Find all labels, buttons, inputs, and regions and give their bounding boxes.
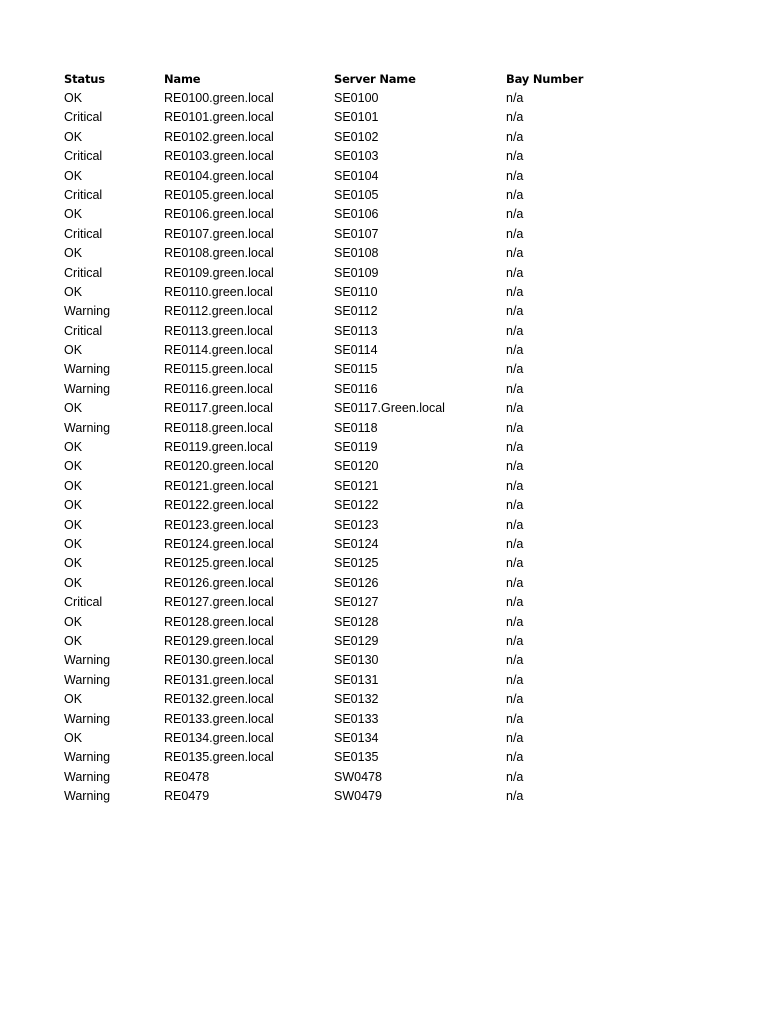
cell-status: Warning (64, 789, 111, 804)
table-row (64, 690, 616, 709)
cell-server-name: SE0114 (334, 343, 378, 358)
cell-status: Warning (64, 672, 111, 687)
table-row (64, 554, 616, 573)
cell-bay-number: n/a (506, 246, 524, 261)
cell-server-name: SE0128 (334, 614, 379, 629)
table-row (64, 787, 616, 806)
cell-server-name: SE0134 (334, 730, 379, 745)
cell-status: OK (64, 440, 83, 455)
cell-status: Critical (64, 149, 103, 164)
cell-name: RE0125.green.local (164, 556, 274, 571)
table-row (64, 225, 616, 244)
cell-name: RE0118.green.local (164, 420, 273, 435)
cell-server-name: SE0106 (334, 207, 379, 222)
cell-server-name: SE0105 (334, 187, 379, 202)
table-row (64, 632, 616, 651)
cell-server-name: SE0122 (334, 498, 379, 513)
cell-status: Warning (64, 769, 111, 784)
cell-name: RE0133.green.local (164, 711, 274, 726)
cell-bay-number: n/a (506, 420, 524, 435)
cell-server-name: SE0120 (334, 459, 379, 474)
table-row (64, 283, 616, 302)
cell-status: OK (64, 498, 83, 513)
cell-status: OK (64, 343, 83, 358)
cell-server-name: SE0131 (334, 672, 379, 687)
cell-server-name: SW0478 (334, 769, 382, 784)
cell-status: OK (64, 517, 83, 532)
table-row (64, 729, 616, 748)
cell-name: RE0132.green.local (164, 692, 274, 707)
cell-bay-number: n/a (506, 187, 524, 202)
cell-server-name: SE0119 (334, 440, 378, 455)
cell-name: RE0120.green.local (164, 459, 274, 474)
table-row (64, 768, 616, 787)
cell-name: RE0135.green.local (164, 750, 274, 765)
cell-name: RE0479 (164, 789, 210, 804)
cell-name: RE0110.green.local (164, 284, 273, 299)
cell-status: OK (64, 730, 83, 745)
cell-server-name: SE0102 (334, 129, 379, 144)
cell-status: Warning (64, 420, 111, 435)
cell-name: RE0106.green.local (164, 207, 274, 222)
table-row (64, 651, 616, 670)
cell-server-name: SE0125 (334, 556, 379, 571)
cell-bay-number: n/a (506, 750, 524, 765)
cell-server-name: SE0110 (334, 284, 378, 299)
table-row (64, 710, 616, 729)
cell-name: RE0127.green.local (164, 595, 274, 610)
table-row (64, 516, 616, 535)
cell-server-name: SE0112 (334, 304, 378, 319)
table-row (64, 496, 616, 515)
cell-bay-number: n/a (506, 343, 524, 358)
header-status: Status (64, 71, 105, 86)
cell-status: Critical (64, 265, 103, 280)
cell-status: OK (64, 91, 83, 105)
header-name: Name (164, 71, 201, 86)
cell-status: OK (64, 401, 83, 416)
cell-bay-number: n/a (506, 381, 524, 396)
cell-name: RE0129.green.local (164, 633, 274, 648)
cell-server-name: SE0133 (334, 711, 379, 726)
cell-bay-number: n/a (506, 168, 524, 183)
cell-name: RE0103.green.local (164, 149, 274, 164)
cell-bay-number: n/a (506, 110, 524, 125)
cell-status: Warning (64, 750, 111, 765)
cell-status: Warning (64, 304, 111, 319)
cell-bay-number: n/a (506, 478, 524, 493)
table-row (64, 89, 616, 108)
cell-name: RE0101.green.local (164, 110, 274, 125)
cell-name: RE0478 (164, 769, 210, 784)
cell-status: OK (64, 459, 83, 474)
cell-status: Warning (64, 653, 111, 668)
cell-status: OK (64, 556, 83, 571)
cell-status: OK (64, 246, 83, 261)
cell-bay-number: n/a (506, 614, 524, 629)
cell-name: RE0114.green.local (164, 343, 273, 358)
table-row (64, 360, 616, 379)
table-row (64, 167, 616, 186)
cell-bay-number: n/a (506, 692, 524, 707)
cell-server-name: SE0103 (334, 149, 379, 164)
cell-server-name: SE0107 (334, 226, 379, 241)
table-row (64, 147, 616, 166)
cell-name: RE0116.green.local (164, 381, 273, 396)
cell-server-name: SE0126 (334, 575, 379, 590)
table-row (64, 671, 616, 690)
table-row (64, 593, 616, 612)
table-row (64, 244, 616, 263)
table-row (64, 341, 616, 360)
cell-name: RE0126.green.local (164, 575, 274, 590)
cell-server-name: SE0100 (334, 91, 379, 105)
table-row (64, 128, 616, 147)
cell-bay-number: n/a (506, 440, 524, 455)
cell-name: RE0128.green.local (164, 614, 274, 629)
cell-server-name: SE0115 (334, 362, 378, 377)
cell-bay-number: n/a (506, 769, 524, 784)
cell-server-name: SE0117.Green.local (334, 401, 445, 416)
cell-name: RE0113.green.local (164, 323, 273, 338)
cell-name: RE0134.green.local (164, 730, 274, 745)
cell-server-name: SE0118 (334, 420, 378, 435)
cell-status: OK (64, 614, 83, 629)
table-row (64, 205, 616, 224)
cell-name: RE0131.green.local (164, 672, 274, 687)
cell-status: OK (64, 575, 83, 590)
table-row (64, 108, 616, 127)
cell-bay-number: n/a (506, 401, 524, 416)
cell-status: OK (64, 129, 83, 144)
server-status-table (64, 70, 616, 806)
cell-name: RE0112.green.local (164, 304, 273, 319)
cell-bay-number: n/a (506, 362, 524, 377)
cell-status: OK (64, 207, 83, 222)
cell-server-name: SE0130 (334, 653, 379, 668)
cell-bay-number: n/a (506, 459, 524, 474)
table-row (64, 477, 616, 496)
table-row (64, 322, 616, 341)
cell-name: RE0104.green.local (164, 168, 274, 183)
cell-status: Warning (64, 711, 111, 726)
cell-server-name: SE0135 (334, 750, 379, 765)
cell-bay-number: n/a (506, 129, 524, 144)
cell-server-name: SE0109 (334, 265, 379, 280)
cell-server-name: SE0132 (334, 692, 379, 707)
cell-bay-number: n/a (506, 730, 524, 745)
cell-status: Warning (64, 362, 111, 377)
cell-bay-number: n/a (506, 633, 524, 648)
cell-server-name: SE0116 (334, 381, 378, 396)
cell-bay-number: n/a (506, 672, 524, 687)
table-header-row (64, 70, 616, 89)
cell-name: RE0122.green.local (164, 498, 274, 513)
cell-name: RE0130.green.local (164, 653, 274, 668)
table-row (64, 302, 616, 321)
cell-status: OK (64, 284, 83, 299)
table-row (64, 399, 616, 418)
cell-name: RE0123.green.local (164, 517, 274, 532)
cell-name: RE0100.green.local (164, 91, 274, 105)
cell-server-name: SE0104 (334, 168, 379, 183)
cell-server-name: SE0108 (334, 246, 379, 261)
cell-bay-number: n/a (506, 91, 524, 105)
cell-bay-number: n/a (506, 498, 524, 513)
cell-status: Critical (64, 226, 103, 241)
table-row (64, 438, 616, 457)
table-row (64, 613, 616, 632)
cell-server-name: SE0129 (334, 633, 379, 648)
cell-name: RE0105.green.local (164, 187, 274, 202)
cell-bay-number: n/a (506, 284, 524, 299)
table-row (64, 457, 616, 476)
cell-bay-number: n/a (506, 653, 524, 668)
cell-server-name: SE0101 (334, 110, 379, 125)
cell-status: Critical (64, 187, 103, 202)
cell-bay-number: n/a (506, 265, 524, 280)
cell-server-name: SE0121 (334, 478, 379, 493)
cell-name: RE0124.green.local (164, 536, 274, 551)
cell-status: OK (64, 536, 83, 551)
cell-server-name: SE0124 (334, 536, 379, 551)
cell-server-name: SW0479 (334, 789, 382, 804)
cell-server-name: SE0123 (334, 517, 379, 532)
table-row (64, 419, 616, 438)
cell-bay-number: n/a (506, 595, 524, 610)
cell-bay-number: n/a (506, 711, 524, 726)
cell-bay-number: n/a (506, 789, 524, 804)
cell-bay-number: n/a (506, 149, 524, 164)
cell-status: OK (64, 168, 83, 183)
cell-bay-number: n/a (506, 226, 524, 241)
cell-name: RE0117.green.local (164, 401, 273, 416)
cell-status: OK (64, 692, 83, 707)
table-row (64, 574, 616, 593)
cell-status: OK (64, 478, 83, 493)
cell-name: RE0108.green.local (164, 246, 274, 261)
cell-name: RE0121.green.local (164, 478, 274, 493)
cell-name: RE0119.green.local (164, 440, 273, 455)
table-row (64, 186, 616, 205)
cell-bay-number: n/a (506, 304, 524, 319)
cell-name: RE0107.green.local (164, 226, 274, 241)
cell-bay-number: n/a (506, 536, 524, 551)
table-row (64, 380, 616, 399)
cell-bay-number: n/a (506, 556, 524, 571)
table-row (64, 535, 616, 554)
cell-bay-number: n/a (506, 207, 524, 222)
cell-bay-number: n/a (506, 323, 524, 338)
cell-name: RE0102.green.local (164, 129, 274, 144)
cell-name: RE0109.green.local (164, 265, 274, 280)
cell-server-name: SE0127 (334, 595, 379, 610)
cell-name: RE0115.green.local (164, 362, 273, 377)
cell-status: OK (64, 633, 83, 648)
table-row (64, 264, 616, 283)
cell-bay-number: n/a (506, 575, 524, 590)
cell-status: Critical (64, 110, 103, 125)
cell-status: Critical (64, 323, 103, 338)
cell-status: Critical (64, 595, 103, 610)
table-row (64, 748, 616, 767)
cell-bay-number: n/a (506, 517, 524, 532)
header-bay-number: Bay Number (506, 71, 584, 86)
header-server-name: Server Name (334, 71, 416, 86)
cell-status: Warning (64, 381, 111, 396)
table-body (64, 89, 616, 806)
cell-server-name: SE0113 (334, 323, 378, 338)
